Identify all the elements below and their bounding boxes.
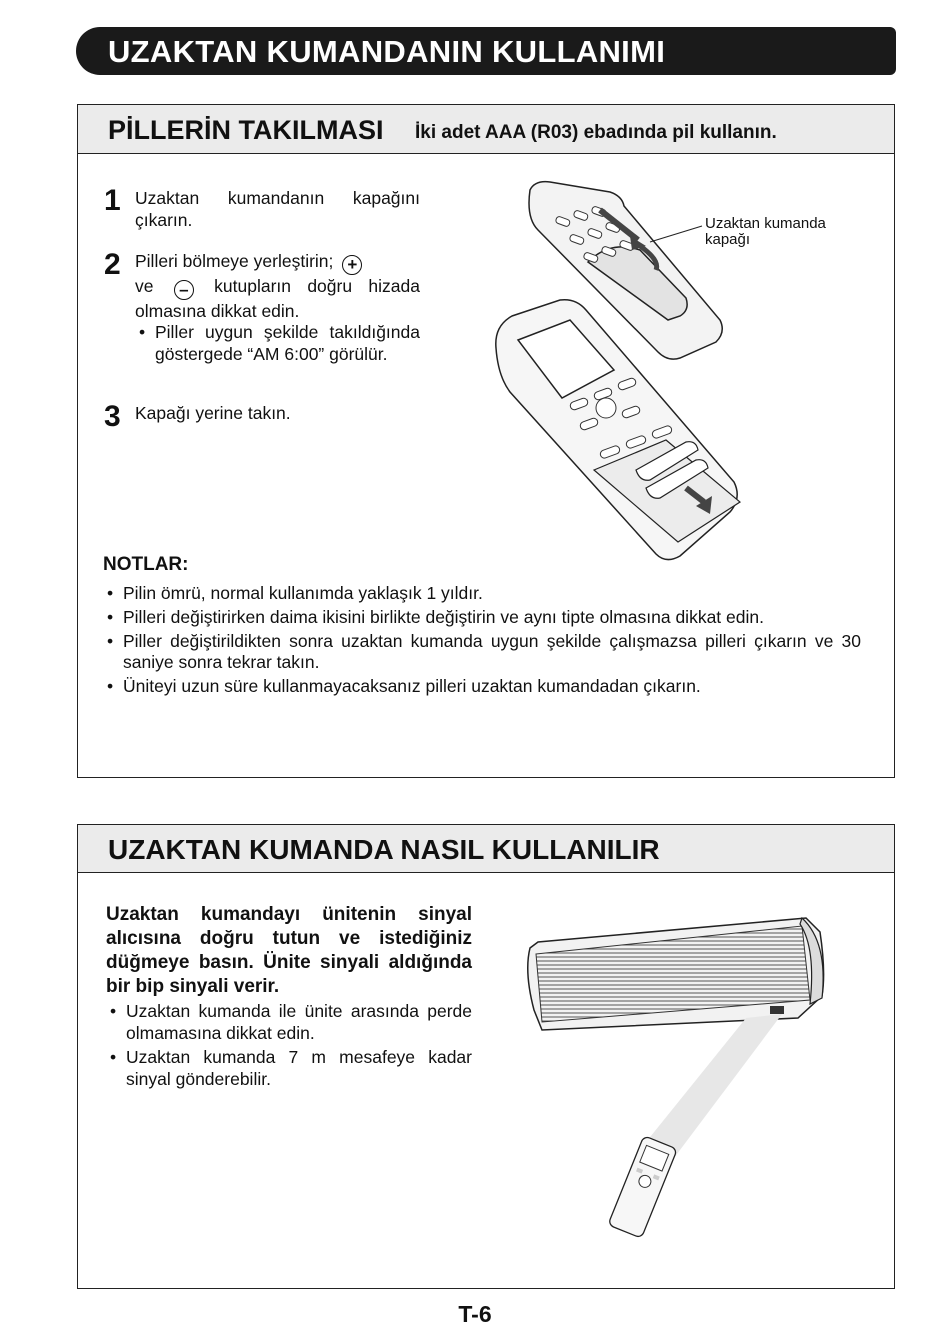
note-item: • Piller değiştirildikten sonra uzaktan kumanda uygun şekilde çalışmazsa pilleri çıkarın ve 30 saniye sonra tekrar takın. — [105, 631, 861, 673]
usage-bullets — [108, 1000, 472, 1092]
note-item: • Pilin ömrü, normal kullanımda yaklaşık 1 yıldır. — [105, 583, 861, 604]
step-2-bullet-text: Piller uygun şekilde takıldığında göstergede “AM 6:00” görülür. — [155, 322, 420, 364]
note-item: • Pilleri değiştirirken daima ikisini birlikte değiştirin ve aynı tipte olmasına dikkat edin. — [105, 607, 861, 628]
step-2-number: 2 — [104, 248, 121, 281]
usage-section-title: UZAKTAN KUMANDA NASIL KULLANILIR — [108, 834, 660, 865]
battery-section-title: PİLLERİN TAKILMASI — [108, 115, 384, 145]
notes-title: NOTLAR: — [103, 554, 189, 575]
plus-pole-icon: + — [342, 255, 362, 275]
small-remote — [608, 1136, 677, 1238]
page-title-bar — [76, 27, 896, 75]
page-title: UZAKTAN KUMANDANIN KULLANIMI — [108, 34, 666, 69]
step-2-text-c: kutupların doğru hizada olmasına dikkat edin. — [135, 276, 420, 321]
step-2-text-b: ve — [135, 276, 154, 296]
step-1-text: Uzaktan kumandanın kapağını çıkarın. — [135, 188, 420, 230]
minus-pole-icon: – — [174, 280, 194, 300]
usage-section-header — [78, 825, 894, 873]
step-2-bullet — [137, 321, 420, 365]
battery-section-subtitle: İki adet AAA (R03) ebadında pil kullanın. — [415, 122, 777, 143]
air-conditioner-illustration — [520, 912, 840, 1242]
step-1-number: 1 — [104, 184, 121, 217]
step-3-text: Kapağı yerine takın. — [135, 403, 291, 423]
usage-bullet: • Uzaktan kumanda ile ünite arasında perde olmamasına dikkat edin. — [108, 1000, 472, 1044]
step-3-number: 3 — [104, 400, 121, 433]
notes-list — [105, 583, 861, 700]
usage-bullet: • Uzaktan kumanda 7 m mesafeye kadar sinyal gönderebilir. — [108, 1046, 472, 1090]
remote-control-illustration — [490, 170, 770, 570]
usage-intro: Uzaktan kumandayı ünitenin sinyal alıcısına doğru tutun ve istediğiniz düğmeye basın. Ünite sinyali aldığında bir bip sinyali verir. — [106, 904, 472, 997]
note-item: • Üniteyi uzun süre kullanmayacaksanız pilleri uzaktan kumandadan çıkarın. — [105, 676, 861, 697]
remote-cover-callout: Uzaktan kumanda kapağı — [705, 215, 826, 248]
step-2-text-a: Pilleri bölmeye yerleştirin; — [135, 251, 334, 271]
step-2-text — [135, 250, 420, 322]
battery-section-header — [78, 105, 894, 154]
page-number: T-6 — [458, 1301, 492, 1327]
bullet-dot: • — [139, 322, 146, 342]
signal-beam — [638, 1014, 782, 1158]
